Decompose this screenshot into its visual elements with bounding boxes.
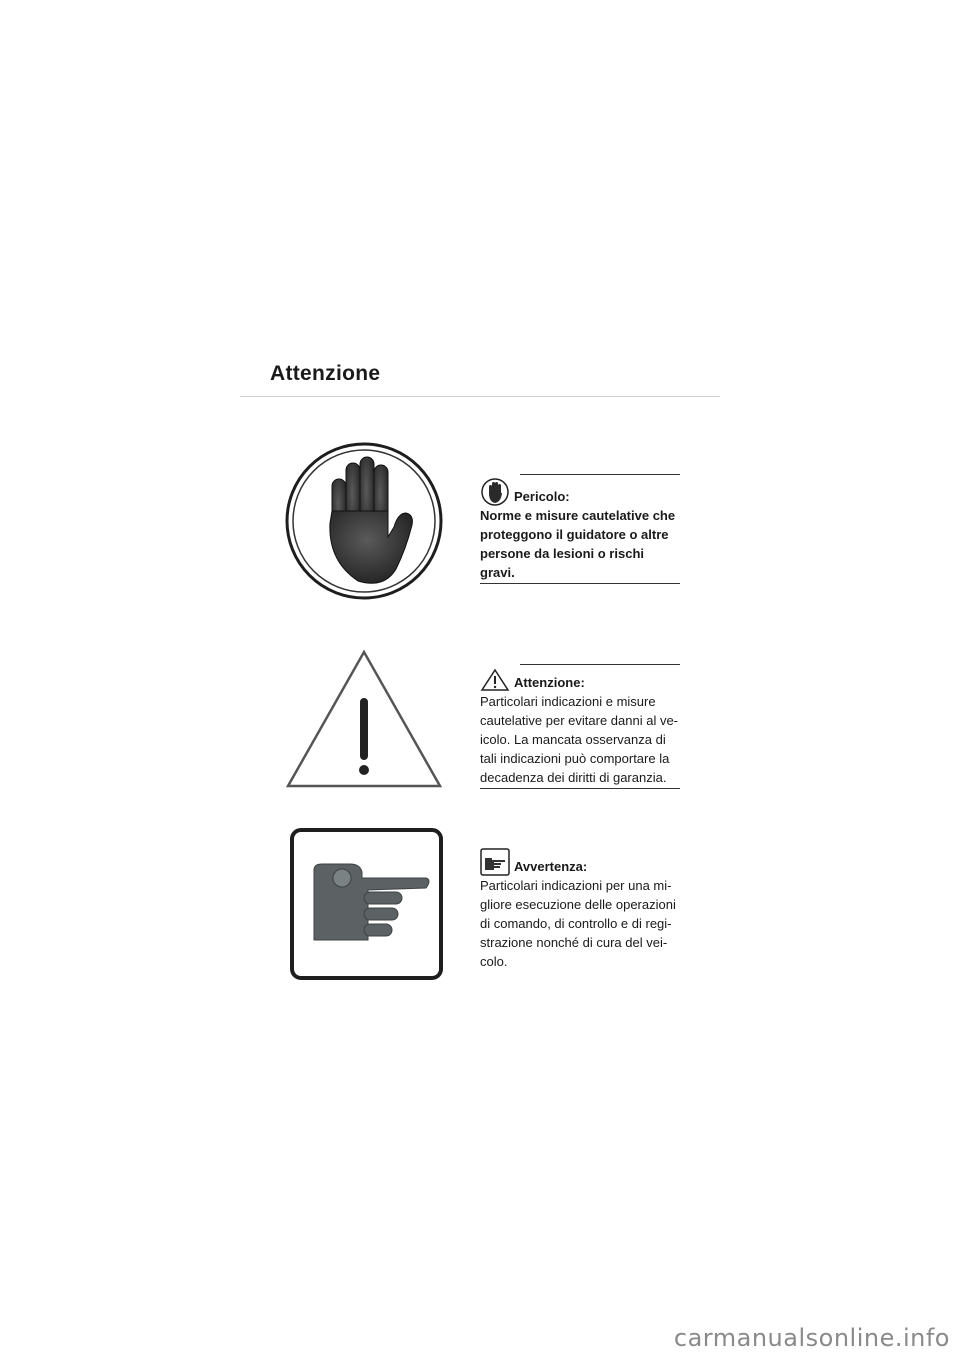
hand-stop-icon [480,478,510,506]
notice-top-rule [520,664,680,665]
notice-top-rule [520,474,680,475]
notice-bottom-rule [480,788,680,789]
notice-note [480,848,680,971]
page-title: Attenzione [270,362,381,385]
pointing-hand-icon [290,828,443,980]
notice-danger [480,474,680,584]
pointing-hand-icon [480,848,510,876]
notice-heading: Attenzione: [514,675,585,690]
notice-heading: Pericolo: [514,489,570,504]
notice-body: Particolari indicazioni per una mi- gliore esecuzione delle operazioni di comando, di controllo e di regi- strazione nonché di cura del vei- colo. [480,878,676,969]
notice-bottom-rule [480,583,680,584]
notice-heading: Avvertenza: [514,859,588,874]
warning-triangle-icon [284,648,444,790]
notice-caution [480,664,680,789]
hand-stop-icon [284,441,444,601]
notice-body: Particolari indicazioni e misure cautelative per evitare danni al ve- icolo. La mancata osservanza di tali indicazioni può comportare la decadenza dei diritti di garanzia. [480,694,679,785]
notice-body: Norme e misure cautelative che proteggono il guidatore o altre persone da lesioni o rischi gravi. [480,508,676,580]
watermark: carmanualsonline.info [673,1324,950,1352]
warning-triangle-icon [480,668,510,692]
title-divider [240,396,720,397]
